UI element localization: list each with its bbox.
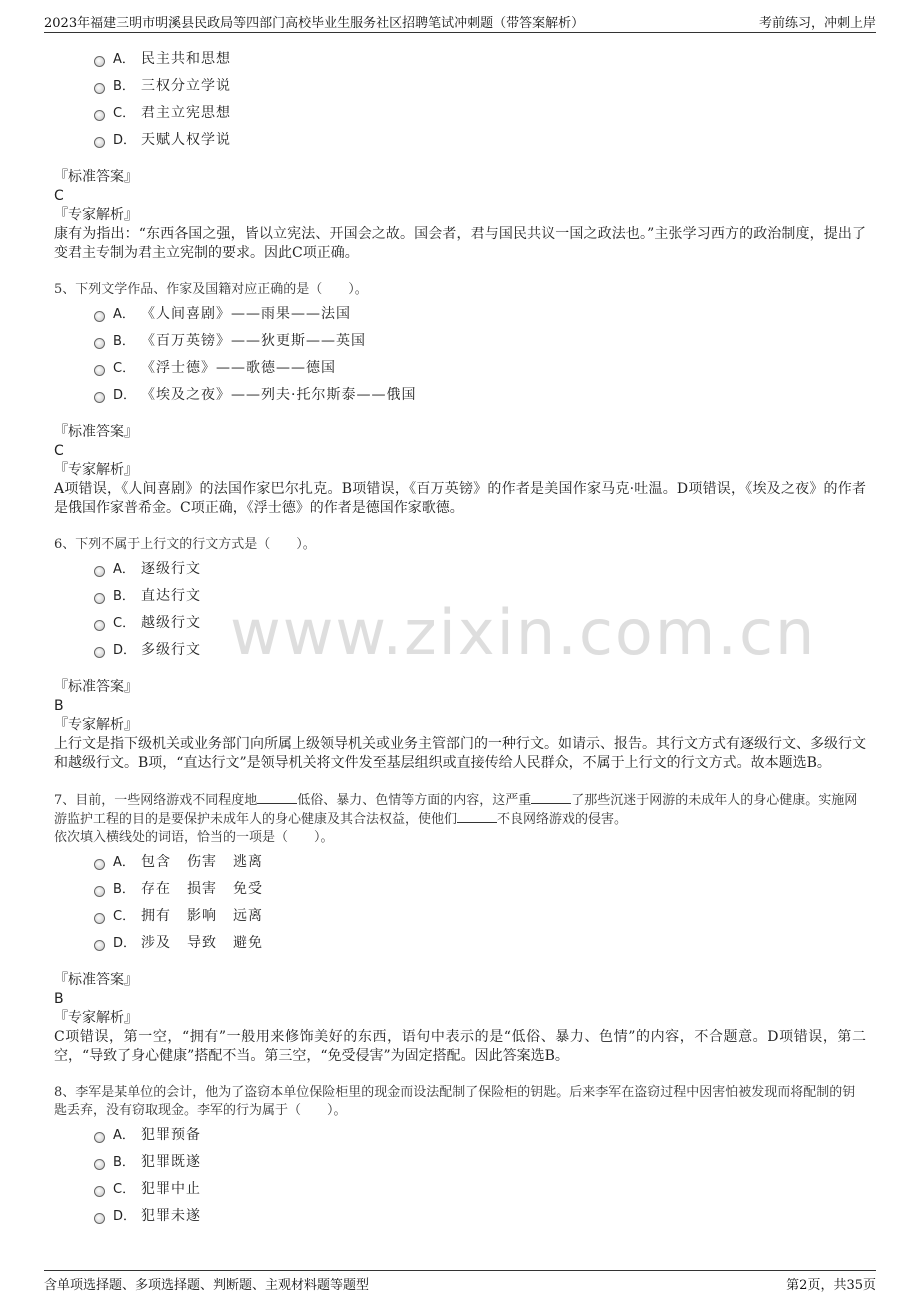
- radio-icon[interactable]: [94, 338, 105, 349]
- document-title: 2023年福建三明市明溪县民政局等四部门高校毕业生服务社区招聘笔试冲刺题（带答案解析）: [44, 16, 585, 31]
- radio-icon[interactable]: [94, 1213, 105, 1224]
- watermark: www.zixin.com.cn: [230, 596, 817, 669]
- radio-icon[interactable]: [94, 56, 105, 67]
- q5-option-d[interactable]: D． 《埃及之夜》——列夫·托尔斯泰——俄国: [94, 380, 866, 407]
- radio-icon[interactable]: [94, 137, 105, 148]
- q6-answer: B: [54, 698, 64, 714]
- q7-option-c[interactable]: C． 拥有 影响 远离: [94, 901, 866, 928]
- q5-stem: 5、下列文学作品、作家及国籍对应正确的是（ ）。: [54, 282, 368, 297]
- analysis-label: 『专家解析』: [54, 1010, 138, 1026]
- q6-analysis: 上行文是指下级机关或业务部门向所属上级领导机关或业务主管部门的一种行文。如请示、报告。其行文方式有逐级行文、多级行文和越级行文。B项，“直达行文”是领导机关将文件发至基层组织或直接传给人民群众，不属于上行文的行文方式。故本题选B。: [54, 736, 866, 771]
- radio-icon[interactable]: [94, 1132, 105, 1143]
- q5-option-c[interactable]: C． 《浮士德》——歌德——德国: [94, 353, 866, 380]
- radio-icon[interactable]: [94, 913, 105, 924]
- radio-icon[interactable]: [94, 1186, 105, 1197]
- answer-label: 『标准答案』: [54, 972, 138, 988]
- q7-answer: B: [54, 991, 64, 1007]
- q4-answer: C: [54, 188, 64, 204]
- q8-option-d[interactable]: D． 犯罪未遂: [94, 1201, 866, 1228]
- q8-options: [94, 1120, 866, 1228]
- page-footer: [44, 1270, 876, 1295]
- q7-instruction: 依次填入横线处的词语，恰当的一项是（ ）。: [54, 830, 334, 845]
- answer-label: 『标准答案』: [54, 424, 138, 440]
- q7-analysis: C项错误，第一空，“拥有”一般用来修饰美好的东西，语句中表示的是“低俗、暴力、色情”的内容，不合题意。D项错误，第二空，“导致了身心健康”搭配不当。第三空，“免受侵害”为固定搭配。因此答案选B。: [54, 1029, 866, 1064]
- question-list: [54, 44, 866, 1228]
- q5-options: [94, 299, 866, 407]
- fill-blank: [257, 791, 297, 804]
- q6-option-c[interactable]: C． 越级行文: [94, 608, 866, 635]
- radio-icon[interactable]: [94, 886, 105, 897]
- fill-blank: [531, 791, 571, 804]
- radio-icon[interactable]: [94, 859, 105, 870]
- radio-icon[interactable]: [94, 620, 105, 631]
- q8-stem: 8、李军是某单位的会计，他为了盗窃本单位保险柜里的现金而设法配制了保险柜的钥匙。后来李军在盗窃过程中因害怕被发现而将配制的钥匙丢弃，没有窃取现金。李军的行为属于（ ）。: [54, 1085, 856, 1118]
- q6-option-d[interactable]: D． 多级行文: [94, 635, 866, 662]
- radio-icon[interactable]: [94, 110, 105, 121]
- q4-option-b[interactable]: B． 三权分立学说: [94, 71, 866, 98]
- radio-icon[interactable]: [94, 647, 105, 658]
- q5-answer: C: [54, 443, 64, 459]
- radio-icon[interactable]: [94, 311, 105, 322]
- footer-question-types: 含单项选择题、多项选择题、判断题、主观材料题等题型: [44, 1278, 370, 1293]
- q5-option-b[interactable]: B． 《百万英镑》——狄更斯——英国: [94, 326, 866, 353]
- q7-option-d[interactable]: D． 涉及 导致 避免: [94, 928, 866, 955]
- header-slogan: 考前练习，冲刺上岸: [758, 16, 876, 31]
- radio-icon[interactable]: [94, 83, 105, 94]
- page-number: 第2页，共35页: [786, 1278, 876, 1293]
- q7-option-b[interactable]: B． 存在 损害 免受: [94, 874, 866, 901]
- radio-icon[interactable]: [94, 392, 105, 403]
- fill-blank: [457, 810, 497, 823]
- q7-stem: 7、目前，一些网络游戏不同程度地 低俗、暴力、色情等方面的内容，这严重 了那些沉迷于网游的未成年人的身心健康。实施网游监护工程的目的是要保护未成年人的身心健康及其合法权益，使他们 不良网络游戏的侵害。: [54, 793, 858, 827]
- q5-analysis: A项错误，《人间喜剧》的法国作家巴尔扎克。B项错误，《百万英镑》的作者是美国作家马克·吐温。D项错误，《埃及之夜》的作者是俄国作家普希金。C项正确，《浮士德》的作者是德国作家歌德。: [54, 481, 866, 516]
- q8-option-b[interactable]: B． 犯罪既遂: [94, 1147, 866, 1174]
- analysis-label: 『专家解析』: [54, 717, 138, 733]
- page-header: [44, 10, 876, 33]
- q6-option-a[interactable]: A． 逐级行文: [94, 554, 866, 581]
- q6-stem: 6、下列不属于上行文的行文方式是（ ）。: [54, 537, 316, 552]
- q6-option-b[interactable]: B． 直达行文: [94, 581, 866, 608]
- answer-label: 『标准答案』: [54, 679, 138, 695]
- radio-icon[interactable]: [94, 593, 105, 604]
- q8-option-a[interactable]: A． 犯罪预备: [94, 1120, 866, 1147]
- analysis-label: 『专家解析』: [54, 462, 138, 478]
- q4-option-d[interactable]: D． 天赋人权学说: [94, 125, 866, 152]
- q4-options: [94, 44, 866, 152]
- q5-option-a[interactable]: A． 《人间喜剧》——雨果——法国: [94, 299, 866, 326]
- radio-icon[interactable]: [94, 365, 105, 376]
- q4-option-c[interactable]: C． 君主立宪思想: [94, 98, 866, 125]
- analysis-label: 『专家解析』: [54, 207, 138, 223]
- q8-option-c[interactable]: C． 犯罪中止: [94, 1174, 866, 1201]
- answer-label: 『标准答案』: [54, 169, 138, 185]
- radio-icon[interactable]: [94, 940, 105, 951]
- q4-analysis: 康有为指出：“东西各国之强，皆以立宪法、开国会之故。国会者，君与国民共议一国之政法也。”主张学习西方的政治制度，提出了变君主专制为君主立宪制的要求。因此C项正确。: [54, 226, 866, 261]
- q6-options: [94, 554, 866, 662]
- q7-options: [94, 847, 866, 955]
- radio-icon[interactable]: [94, 1159, 105, 1170]
- radio-icon[interactable]: [94, 566, 105, 577]
- q4-option-a[interactable]: A． 民主共和思想: [94, 44, 866, 71]
- q7-option-a[interactable]: A． 包含 伤害 逃离: [94, 847, 866, 874]
